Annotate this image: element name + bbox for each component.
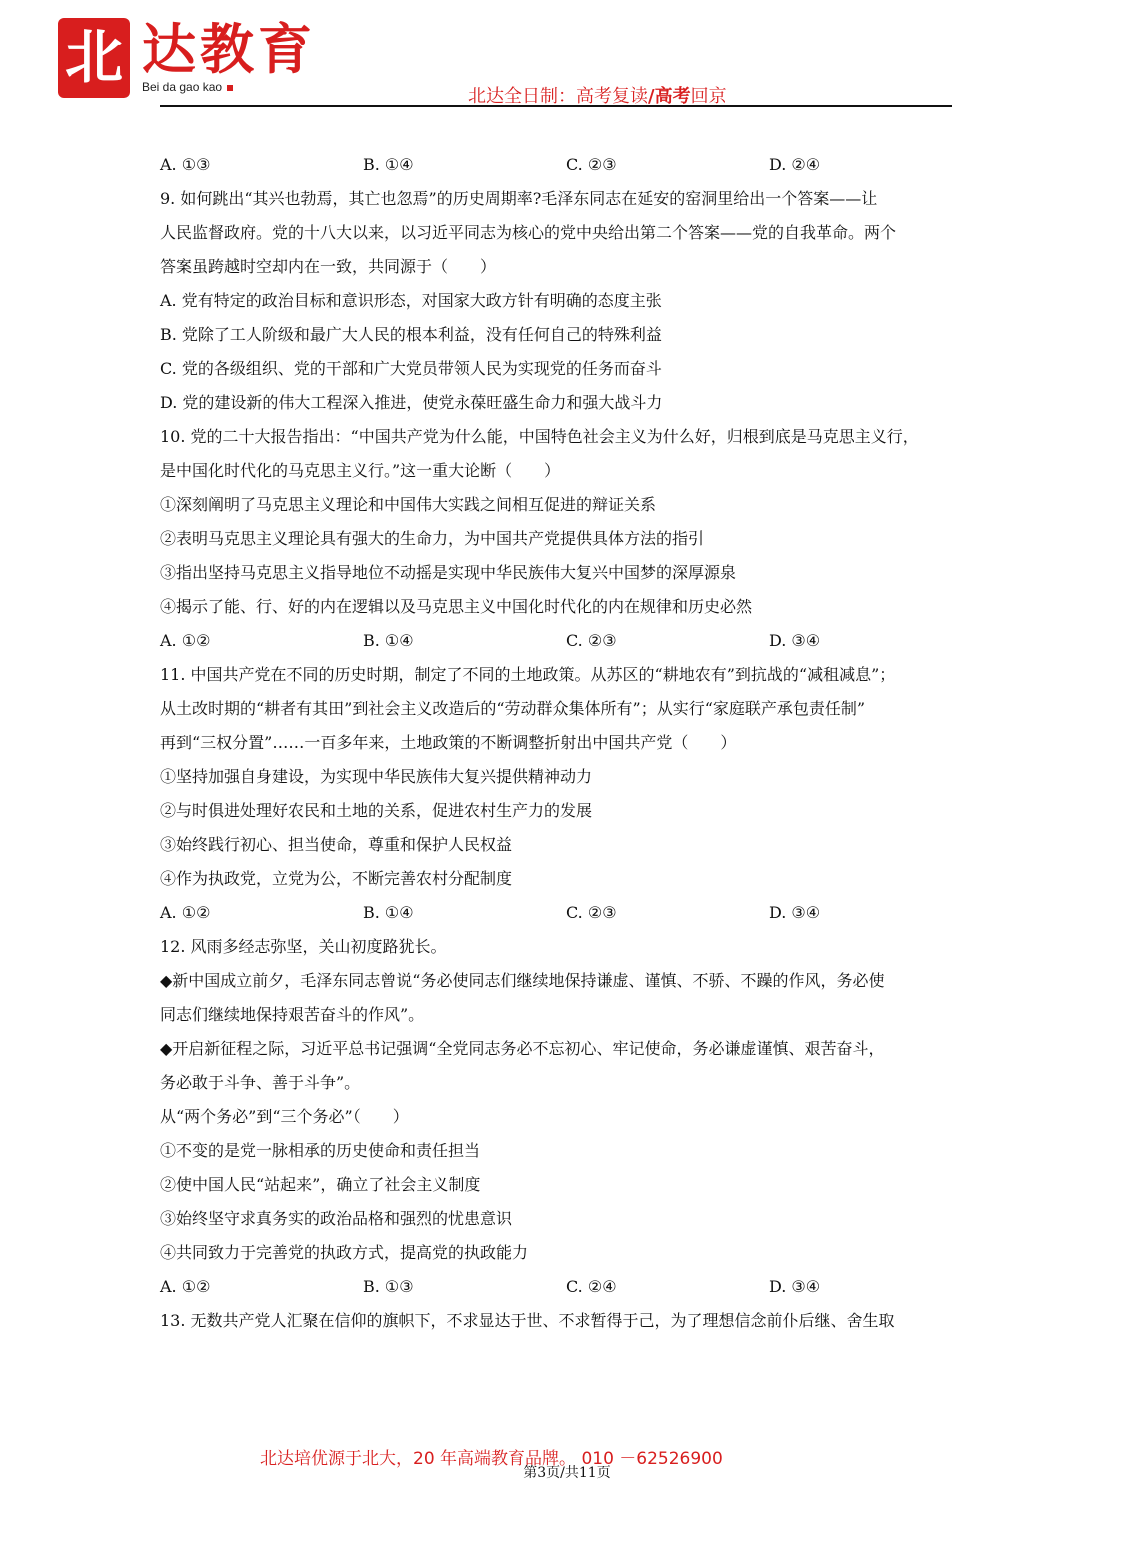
footer-slogan: 北达培优源于北大，20 年高端教育品牌。 010 －62526900	[260, 1449, 723, 1469]
q9-option: B. 党除了工人阶级和最广大人民的根本利益，没有任何自己的特殊利益	[160, 325, 662, 344]
option-a: A. ①③	[160, 155, 211, 174]
q11-statement: ②与时俱进处理好农民和土地的关系，促进农村生产力的发展	[160, 801, 593, 820]
q9-stem-line: 9. 如何跳出“其兴也勃焉，其亡也忽焉”的历史周期率?毛泽东同志在延安的窑洞里给出一个答案——让	[160, 189, 878, 208]
logo	[58, 14, 358, 104]
option-c: C. ②③	[566, 155, 617, 174]
q11-stem-line: 11. 中国共产党在不同的历史时期，制定了不同的土地政策。从苏区的“耕地农有”到抗战的“减租减息”；	[160, 665, 896, 684]
q12-stem-line: 务必敢于斗争、善于斗争”。	[160, 1073, 361, 1092]
q11-statement: ④作为执政党，立党为公，不断完善农村分配制度	[160, 869, 513, 888]
q12-statement: ②使中国人民“站起来”，确立了社会主义制度	[160, 1175, 481, 1194]
logo-dot-icon	[227, 85, 233, 91]
page-number: 第3页/共11页	[523, 1465, 611, 1481]
logo-mark-text: 北	[64, 23, 123, 91]
q9-option: D. 党的建设新的伟大工程深入推进，使党永葆旺盛生命力和强大战斗力	[160, 393, 663, 412]
q10-stem-line: 10. 党的二十大报告指出：“中国共产党为什么能，中国特色社会主义为什么好，归根到底是马克思主义行，	[160, 427, 919, 446]
option-b: B. ①④	[363, 631, 414, 650]
q12-stem-line: 从“两个务必”到“三个务必”（ ）	[160, 1107, 409, 1126]
q11-options	[160, 896, 990, 930]
q12-stem-line: ◆开启新征程之际，习近平总书记强调“全党同志务必不忘初心、牢记使命，务必谦虚谨慎、艰苦奋斗，	[160, 1039, 885, 1058]
q10-statement: ②表明马克思主义理论具有强大的生命力，为中国共产党提供具体方法的指引	[160, 529, 705, 548]
q9-option: A. 党有特定的政治目标和意识形态，对国家大政方针有明确的态度主张	[160, 291, 662, 310]
q10-statement: ①深刻阐明了马克思主义理论和中国伟大实践之间相互促进的辩证关系	[160, 495, 657, 514]
q12-statement: ④共同致力于完善党的执政方式，提高党的执政能力	[160, 1243, 529, 1262]
q10-stem-line: 是中国化时代化的马克思主义行。”这一重大论断（ ）	[160, 461, 561, 480]
option-a: A. ①②	[160, 631, 211, 650]
q12-options	[160, 1270, 990, 1304]
q12-statement: ①不变的是党一脉相承的历史使命和责任担当	[160, 1141, 481, 1160]
q12-statement: ③始终坚守求真务实的政治品格和强烈的忧患意识	[160, 1209, 513, 1228]
option-a: A. ①②	[160, 1277, 211, 1296]
q11-stem-line: 从土改时期的“耕者有其田”到社会主义改造后的“劳动群众集体所有”；从实行“家庭联产承包责任制”	[160, 699, 866, 718]
option-c: C. ②④	[566, 1277, 617, 1296]
q9-stem-line: 人民监督政府。党的十八大以来，以习近平同志为核心的党中央给出第二个答案——党的自我革命。两个	[160, 223, 897, 242]
q11-stem-line: 再到“三权分置”……一百多年来，土地政策的不断调整折射出中国共产党（ ）	[160, 733, 737, 752]
q10-options	[160, 624, 990, 658]
option-a: A. ①②	[160, 903, 211, 922]
option-d: D. ③④	[769, 631, 821, 650]
logo-mark	[58, 18, 130, 98]
option-d: D. ③④	[769, 1277, 821, 1296]
header-slogan-c: 回京	[690, 86, 727, 107]
q11-statement: ③始终践行初心、担当使命，尊重和保护人民权益	[160, 835, 513, 854]
q12-stem-line: 同志们继续地保持艰苦奋斗的作风”。	[160, 1005, 425, 1024]
option-b: B. ①④	[363, 903, 414, 922]
option-b: B. ①③	[363, 1277, 414, 1296]
header-divider	[160, 105, 952, 107]
q9-stem-line: 答案虽跨越时空却内在一致，共同源于（ ）	[160, 257, 497, 276]
q10-statement: ③指出坚持马克思主义指导地位不动摇是实现中华民族伟大复兴中国梦的深厚源泉	[160, 563, 737, 582]
q12-stem-line: ◆新中国成立前夕，毛泽东同志曾说“务必使同志们继续地保持谦虚、谨慎、不骄、不躁的作风，务必使	[160, 971, 885, 990]
logo-subtitle	[142, 80, 233, 94]
q9-option: C. 党的各级组织、党的干部和广大党员带领人民为实现党的任务而奋斗	[160, 359, 662, 378]
option-d: D. ②④	[769, 155, 821, 174]
header-slogan-a: 北达全日制：高考复读	[468, 86, 648, 107]
page-content	[160, 148, 990, 1338]
option-d: D. ③④	[769, 903, 821, 922]
q12-stem-line: 12. 风雨多经志弥坚，关山初度路犹长。	[160, 937, 447, 956]
option-b: B. ①④	[363, 155, 414, 174]
option-c: C. ②③	[566, 631, 617, 650]
q10-statement: ④揭示了能、行、好的内在逻辑以及马克思主义中国化时代化的内在规律和历史必然	[160, 597, 753, 616]
q11-statement: ①坚持加强自身建设，为实现中华民族伟大复兴提供精神动力	[160, 767, 593, 786]
logo-name: 达教育	[142, 17, 316, 81]
option-c: C. ②③	[566, 903, 617, 922]
q13-stem-line: 13. 无数共产党人汇聚在信仰的旗帜下，不求显达于世、不求暂得于己，为了理想信念前仆后继、舍生取	[160, 1311, 895, 1330]
header-slogan-b: /高考	[648, 86, 691, 107]
logo-subtitle-text: Bei da gao kao	[142, 80, 223, 94]
q8-options	[160, 148, 990, 182]
